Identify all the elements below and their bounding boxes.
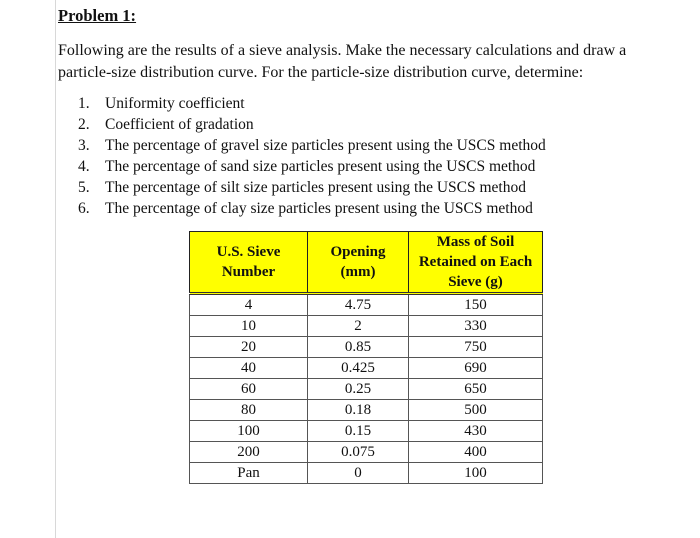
task-list — [78, 93, 546, 219]
task-item — [78, 135, 546, 156]
problem-intro — [58, 40, 678, 84]
header-mass-retained — [409, 232, 543, 294]
cell-mass: 150 — [409, 294, 543, 316]
table-row — [190, 463, 543, 484]
task-item — [78, 198, 546, 219]
header-line: Sieve (g) — [448, 274, 503, 290]
header-line: (mm) — [340, 264, 376, 280]
task-text: The percentage of silt size particles present using the USCS method — [105, 179, 526, 196]
header-line: U.S. Sieve — [216, 244, 281, 260]
cell-opening: 4.75 — [308, 294, 409, 316]
task-number: 3. — [78, 137, 90, 154]
cell-mass: 650 — [409, 379, 543, 400]
cell-opening: 0.075 — [308, 442, 409, 463]
cell-sieve: 10 — [190, 316, 308, 337]
problem-title: Problem 1: — [58, 6, 137, 25]
table-row — [190, 316, 543, 337]
table-row — [190, 379, 543, 400]
task-item — [78, 156, 546, 177]
table-row — [190, 442, 543, 463]
cell-mass: 500 — [409, 400, 543, 421]
cell-sieve: 80 — [190, 400, 308, 421]
intro-line-2: particle-size distribution curve. For the particle-size distribution curve, determine: — [58, 64, 584, 81]
table-row — [190, 294, 543, 316]
task-number: 2. — [78, 116, 90, 133]
cell-mass: 750 — [409, 337, 543, 358]
task-number: 6. — [78, 200, 90, 217]
cell-sieve: 60 — [190, 379, 308, 400]
header-line: Mass of Soil — [436, 234, 515, 250]
cell-opening: 0.18 — [308, 400, 409, 421]
cell-opening: 0.425 — [308, 358, 409, 379]
cell-opening: 2 — [308, 316, 409, 337]
header-line: Opening — [330, 244, 386, 260]
task-item — [78, 114, 546, 135]
cell-opening: 0 — [308, 463, 409, 484]
cell-mass: 690 — [409, 358, 543, 379]
table-row — [190, 337, 543, 358]
task-number: 5. — [78, 179, 90, 196]
header-line: Retained on Each — [418, 254, 533, 270]
task-text: The percentage of clay size particles present using the USCS method — [105, 200, 533, 217]
cell-opening: 0.15 — [308, 421, 409, 442]
task-text: The percentage of sand size particles present using the USCS method — [105, 158, 536, 175]
cell-sieve: 40 — [190, 358, 308, 379]
cell-opening: 0.25 — [308, 379, 409, 400]
task-text: Uniformity coefficient — [105, 95, 245, 112]
task-item — [78, 177, 546, 198]
task-item — [78, 93, 546, 114]
cell-mass: 430 — [409, 421, 543, 442]
cell-sieve: 100 — [190, 421, 308, 442]
task-number: 4. — [78, 158, 90, 175]
table-header-row — [190, 232, 543, 294]
table-row — [190, 358, 543, 379]
cell-sieve: Pan — [190, 463, 308, 484]
cell-sieve: 20 — [190, 337, 308, 358]
sieve-analysis-table — [189, 231, 543, 484]
task-text: The percentage of gravel size particles present using the USCS method — [105, 137, 546, 154]
cell-mass: 400 — [409, 442, 543, 463]
header-sieve-number — [190, 232, 308, 294]
task-number: 1. — [78, 95, 90, 112]
cell-mass: 100 — [409, 463, 543, 484]
cell-opening: 0.85 — [308, 337, 409, 358]
cell-mass: 330 — [409, 316, 543, 337]
intro-line-1: Following are the results of a sieve analysis. Make the necessary calculations and draw a — [58, 42, 627, 59]
task-text: Coefficient of gradation — [105, 116, 254, 133]
table-row — [190, 400, 543, 421]
header-opening — [308, 232, 409, 294]
table-row — [190, 421, 543, 442]
cell-sieve: 4 — [190, 294, 308, 316]
cell-sieve: 200 — [190, 442, 308, 463]
header-line: Number — [221, 264, 276, 280]
